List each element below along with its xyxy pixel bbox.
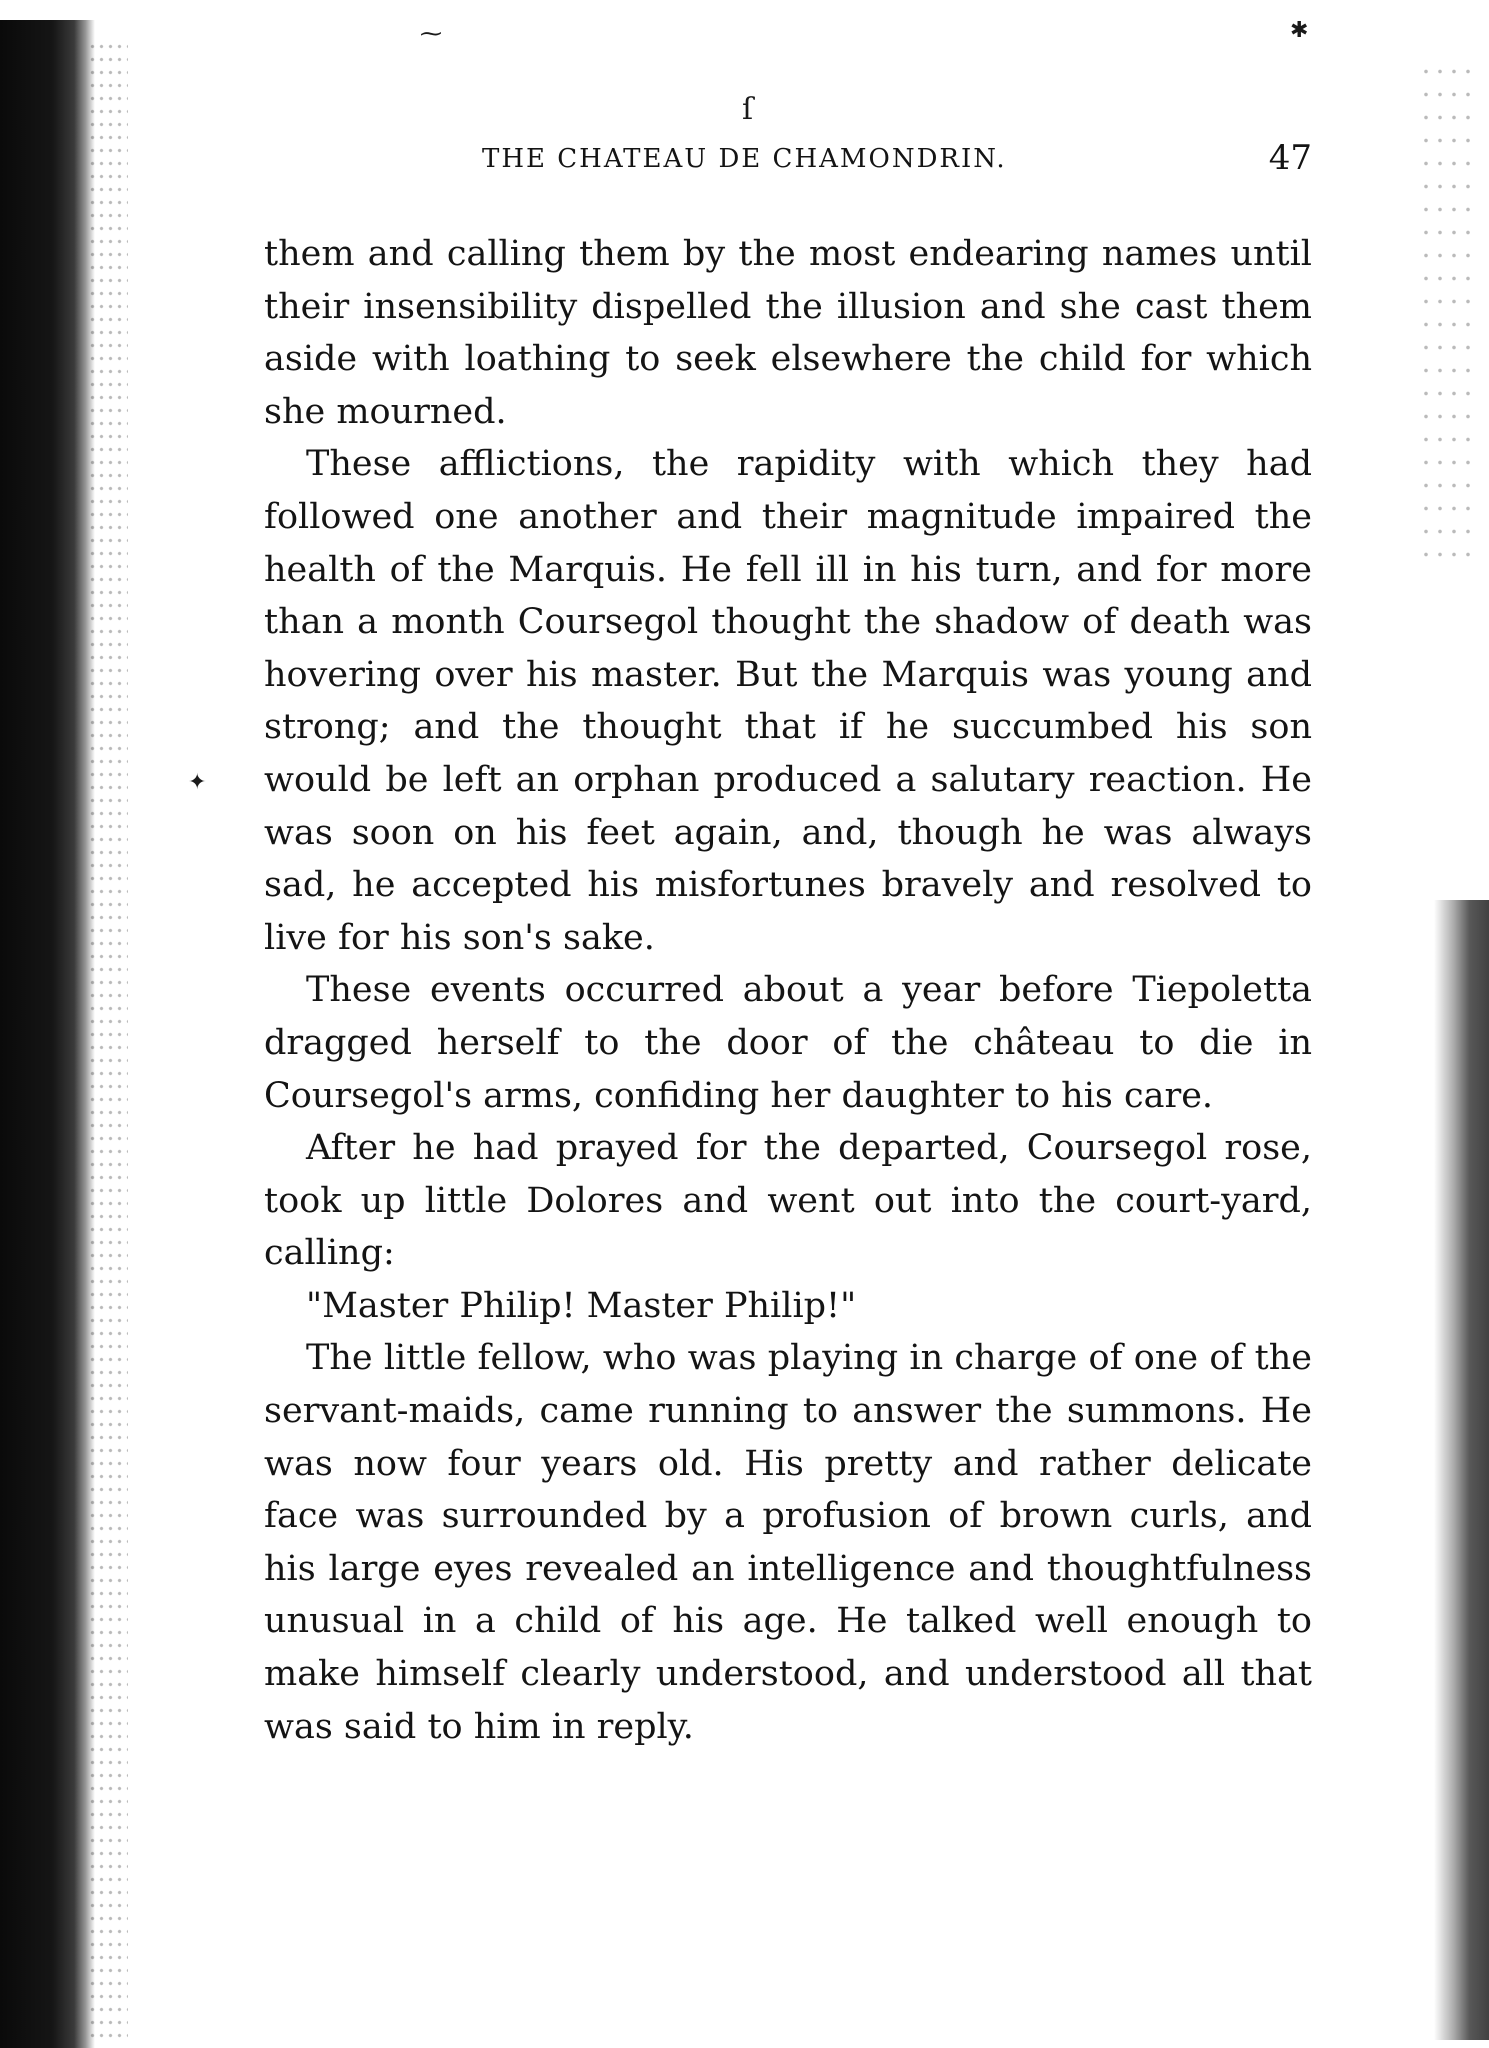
paragraph: These events occurred about a year before Tiepoletta dragged herself to the door of the château to die in Coursegol's arms, confiding her daughter to his care. <box>264 970 1312 1116</box>
right-edge-shadow <box>1434 900 1489 2040</box>
ink-speck: ✱ <box>1290 18 1309 43</box>
page-edge-speckle <box>88 40 128 2040</box>
body-text <box>264 228 1312 1753</box>
ink-speck: ⁓ <box>420 22 442 47</box>
ink-speck: ✦ <box>188 770 207 795</box>
running-title: THE CHATEAU DE CHAMONDRIN. <box>482 144 1007 174</box>
page-number: 47 <box>1268 138 1312 178</box>
paragraph: The little fellow, who was playing in charge of one of the servant-maids, came running to answer the summons. He was now four years old. His pretty and rather delicate face was surrounded by a profusion of brown curls, and his large eyes revealed an intelligence and thoughtfulness unusual in a child of his age. He talked well enough to make himself clearly understood, and understood all that was said to him in reply. <box>264 1338 1312 1747</box>
page-edge-shadow <box>0 20 95 2048</box>
page-header <box>262 138 1312 188</box>
paragraph: After he had prayed for the departed, Coursegol rose, took up little Dolores and went out into the court-yard, calling: <box>264 1128 1312 1274</box>
right-edge-speckle <box>1419 60 1479 560</box>
ink-speck: ſ <box>742 92 754 127</box>
paragraph: them and calling them by the most endearing names until their insensibility dispelled the illusion and she cast them aside with loathing to seek elsewhere the child for which she mourned. <box>264 234 1312 432</box>
paragraph: These afflictions, the rapidity with which they had followed one another and their magnitude impaired the health of the Marquis. He fell ill in his turn, and for more than a month Coursegol thought the shadow of death was hovering over his master. But the Marquis was young and strong; and the thought that if he succumbed his son would be left an orphan produced a salutary reaction. He was soon on his feet again, and, though he was always sad, he accepted his misfortunes bravely and resolved to live for his son's sake. <box>264 444 1312 958</box>
paragraph: "Master Philip! Master Philip!" <box>306 1285 857 1326</box>
